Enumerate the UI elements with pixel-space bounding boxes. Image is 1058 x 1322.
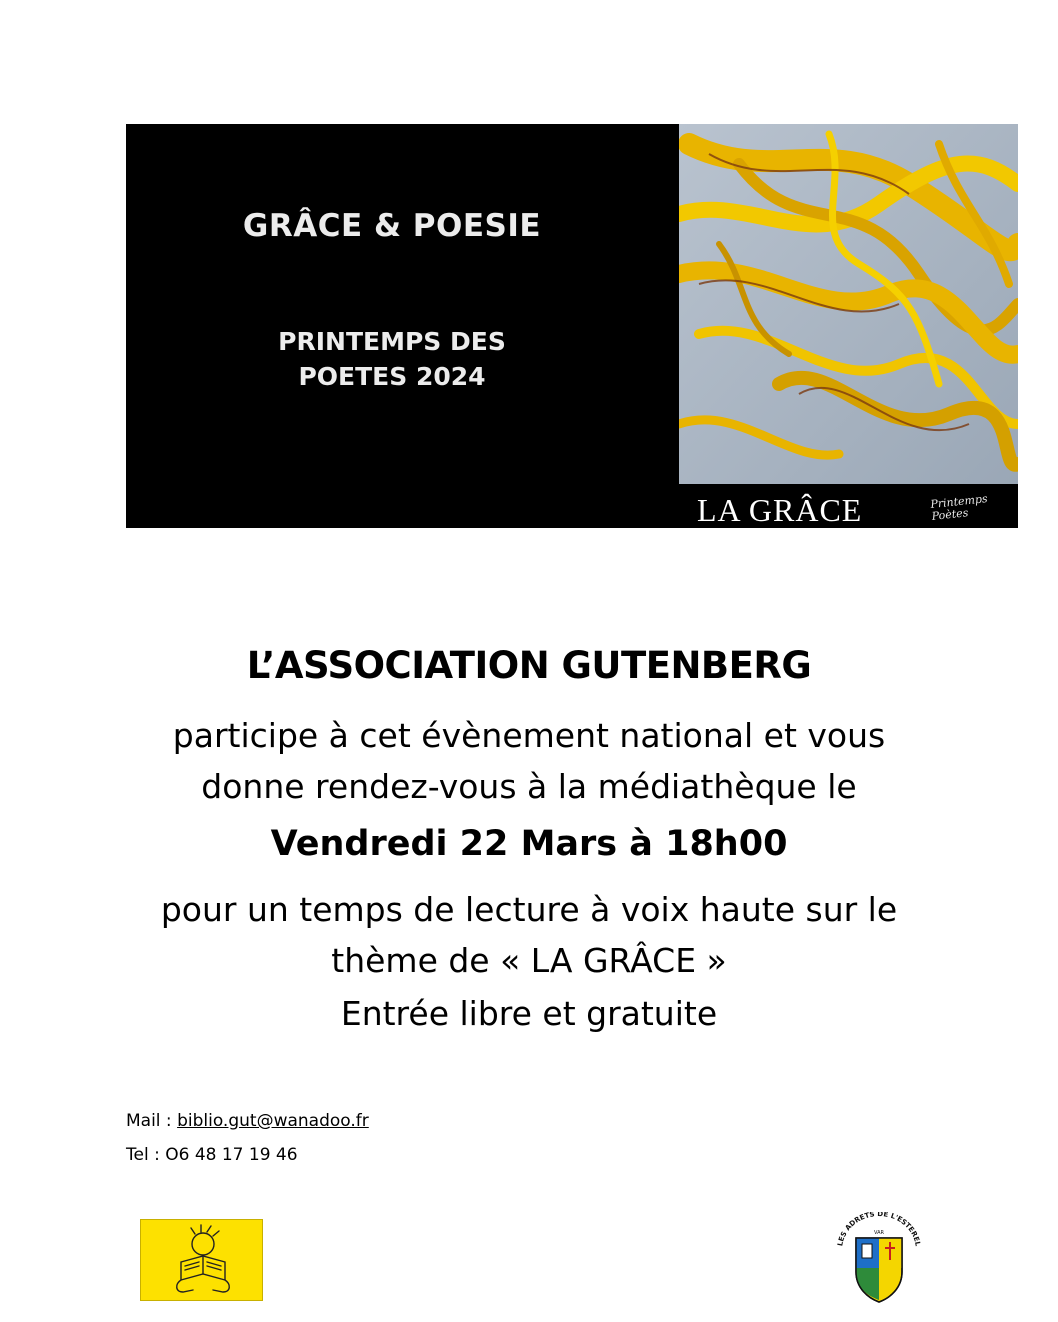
- artwork-signature-line2: Poètes: [931, 506, 969, 523]
- banner-subtitle-line1: PRINTEMPS DES: [278, 327, 506, 356]
- banner-subtitle: [126, 324, 658, 394]
- banner-title: GRÂCE & POESIE: [242, 208, 542, 244]
- reading-child-logo: [140, 1219, 263, 1301]
- event-description-line1: participe à cet évènement national et vous: [172, 716, 886, 755]
- event-banner: [126, 124, 1018, 528]
- contact-tel: [126, 1145, 298, 1165]
- crest-var-text: VAR: [874, 1230, 884, 1236]
- event-detail-line1: pour un temps de lecture à voix haute sur le: [160, 890, 898, 929]
- event-detail-line2: thème de « LA GRÂCE »: [331, 941, 727, 980]
- tel-value: O6 48 17 19 46: [165, 1145, 298, 1165]
- event-detail: [0, 884, 1058, 986]
- town-crest-icon: [834, 1212, 924, 1304]
- banner-subtitle-line2: POETES 2024: [298, 362, 486, 391]
- artwork-painting: [679, 124, 1018, 484]
- tel-label: Tel :: [126, 1145, 166, 1165]
- artwork-signature: [930, 493, 990, 523]
- artwork-signature-line1: Printemps: [929, 492, 989, 511]
- mail-label: Mail :: [126, 1111, 178, 1131]
- crest-arc-text: LES ADRETS DE L'ESTEREL: [836, 1212, 922, 1247]
- les-adrets-crest: [834, 1212, 924, 1304]
- entry-info: Entrée libre et gratuite: [340, 994, 718, 1033]
- reading-child-icon: [141, 1220, 262, 1300]
- event-description-line2: donne rendez-vous à la médiathèque le: [201, 767, 857, 806]
- gold-abstract-artwork: [679, 124, 1018, 528]
- banner-text-panel: [126, 124, 658, 528]
- event-date: Vendredi 22 Mars à 18h00: [270, 824, 788, 864]
- mail-link[interactable]: biblio.gut@wanadoo.fr: [177, 1111, 369, 1131]
- association-heading: L’ASSOCIATION GUTENBERG: [246, 644, 812, 687]
- artwork-caption: LA GRÂCE: [697, 492, 863, 528]
- event-description: [0, 710, 1058, 812]
- contact-mail: [126, 1111, 369, 1131]
